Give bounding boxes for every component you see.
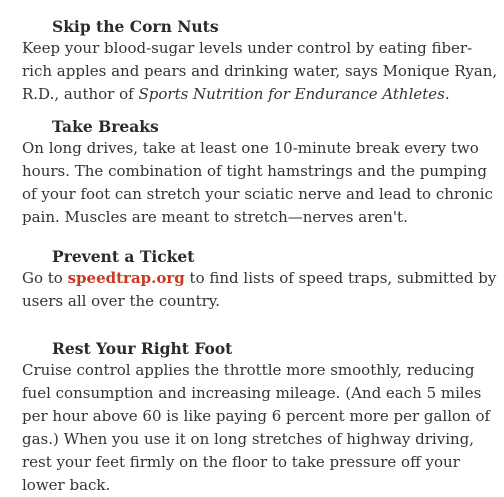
tip-body: On long drives, take at least one 10-minute break every two hours. The combination of tight hamstrings and the pumping of your foot can stretch your sciatic nerve and lead to chronic pain. Muscles are meant to stretch—nerves aren't. — [22, 139, 493, 226]
tip-heading: Rest Your Right Foot — [52, 339, 233, 358]
tip-section-take-breaks — [22, 117, 498, 229]
speedtrap-link[interactable]: speedtrap.org — [67, 269, 185, 287]
tip-body — [22, 267, 498, 313]
tip-body-end: . — [444, 85, 450, 103]
tip-body: Cruise control applies the throttle more smoothly, reducing fuel consumption and increasing mileage. (And each 5 miles per hour above 60 is like paying 6 percent more per gallon of gas.) When you use it on long stretches of highway driving, rest your feet firmly on the floor to take pressure off your lower back. — [22, 361, 491, 494]
tip-section-prevent-ticket — [22, 247, 498, 313]
tip-body-text: Keep your blood-sugar levels under control by eating fiber-rich apples and pears and drinking water, says Monique Ryan, R.D., author of — [22, 39, 498, 103]
tip-body-end: to find lists of speed traps, submitted by users all over the country. — [22, 269, 497, 310]
tip-heading: Prevent a Ticket — [52, 247, 195, 266]
tip-section-rest-foot — [22, 339, 498, 497]
tip-heading: Skip the Corn Nuts — [52, 17, 219, 36]
tip-body — [22, 37, 498, 106]
book-title: Sports Nutrition for Endurance Athletes — [138, 85, 445, 103]
tip-body-text: Go to — [22, 269, 68, 287]
tip-section-corn-nuts — [22, 17, 498, 106]
tip-heading: Take Breaks — [52, 117, 159, 136]
